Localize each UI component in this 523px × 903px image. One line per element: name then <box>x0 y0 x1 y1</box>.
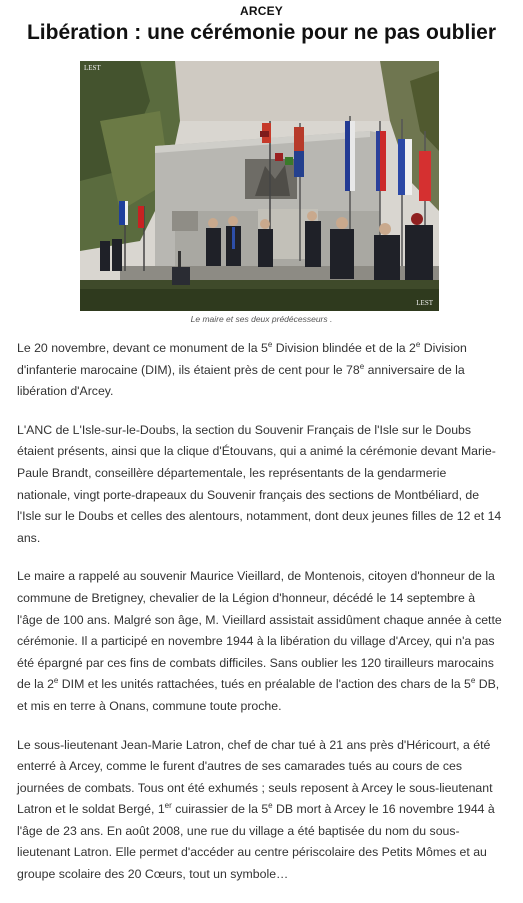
photo-watermark-right: LEST <box>416 299 433 307</box>
p1-sup-1: e <box>267 340 273 349</box>
p1-text-c: Division d'infanterie marocaine (DIM), ils étaient près de cent pour le 78 <box>17 341 467 377</box>
p4-text-a: Le sous-lieutenant Jean-Marie Latron, chef de char tué à 21 ans près d'Héricourt, a été enterré à Arcey, comme le furent d'autres de ses camarades tués au cours de ces journées de combats. Tous ont été exhumés ; seuls reposent à Arcey le sous-lieutenant Latron et le soldat Bergé, 1 <box>17 737 493 817</box>
p4-sup-1: er <box>164 801 172 811</box>
p1-text-a: Le 20 novembre, devant ce monument de la 5 <box>17 341 268 355</box>
article-paragraph-2: L'ANC de L'Isle-sur-le-Doubs, la section du Souvenir Français de l'Isle sur le Doubs étaient présents, ainsi que la clique d'Étouvans, qui a animé la cérémonie devant Marie-Paule Brandt, conseillère départementale, les représentants de la gendarmerie nationale, vingt porte-drapeaux du Souvenir français des sections de Montbéliard, de l'Isle sur le Doubs et celles des alentours, notamment, dont deux jeunes filles de 12 et 14 ans. <box>17 422 502 545</box>
p1-sup-2: e <box>415 340 421 349</box>
p4-text-c: DB mort à Arcey le 16 novembre 1944 à l'âge de 23 ans. En août 2008, une rue du village a été baptisée du nom du sous-lieutenant Latron. Elle permet d'accéder au centre périscolaire des Petits Mômes et au groupe scolaire des 20 Cœurs, tout un symbole… <box>17 802 495 882</box>
p4-sup-2: e <box>268 801 273 811</box>
article-photo[interactable] <box>80 61 439 311</box>
p3-text-a: Le maire a rappelé au souvenir Maurice Vieillard, de Montenois, citoyen d'honneur de la commune de Bretigney, chevalier de la Légion d'honneur, décédé le 14 septembre à l'âge de 100 ans. Malgré son âge, M. Vieillard assistait assidûment chaque année à cette cérémonie. Il a participé en novembre 1944 à la libération du village d'Arcey, qui n'a pas été épargné par ces fins de combats difficiles. Sans oublier les 120 tirailleurs marocains de la 2 <box>17 569 502 692</box>
p4-text-b: cuirassier de la 5 <box>171 802 269 817</box>
photo-caption: Le maire et ses deux prédécesseurs . <box>190 314 333 324</box>
p3-sup-1: e <box>53 676 59 686</box>
p3-text-b: DIM et les unités rattachées, tués en préalable de l'action des chars de la 5 <box>58 677 471 692</box>
p3-text-c: DB, et mis en terre à Onans, commune toute proche. <box>17 677 500 713</box>
ceremony-photo-illustration <box>80 61 439 311</box>
p1-text-b: Division blindée et de la 2 <box>272 341 416 355</box>
section-kicker: ARCEY <box>239 4 283 18</box>
article-headline: Libération : une cérémonie pour ne pas oublier <box>26 21 497 44</box>
article-paragraph-3 <box>17 566 503 717</box>
article-paragraph-1 <box>17 338 503 403</box>
p1-text-d: anniversaire de la libération d'Arcey. <box>17 362 465 399</box>
article-paragraph-4 <box>17 735 503 886</box>
p1-sup-3: e <box>359 361 365 371</box>
photo-watermark-left: LEST <box>84 64 101 72</box>
p3-sup-2: e <box>470 676 476 686</box>
article-body <box>17 338 503 903</box>
